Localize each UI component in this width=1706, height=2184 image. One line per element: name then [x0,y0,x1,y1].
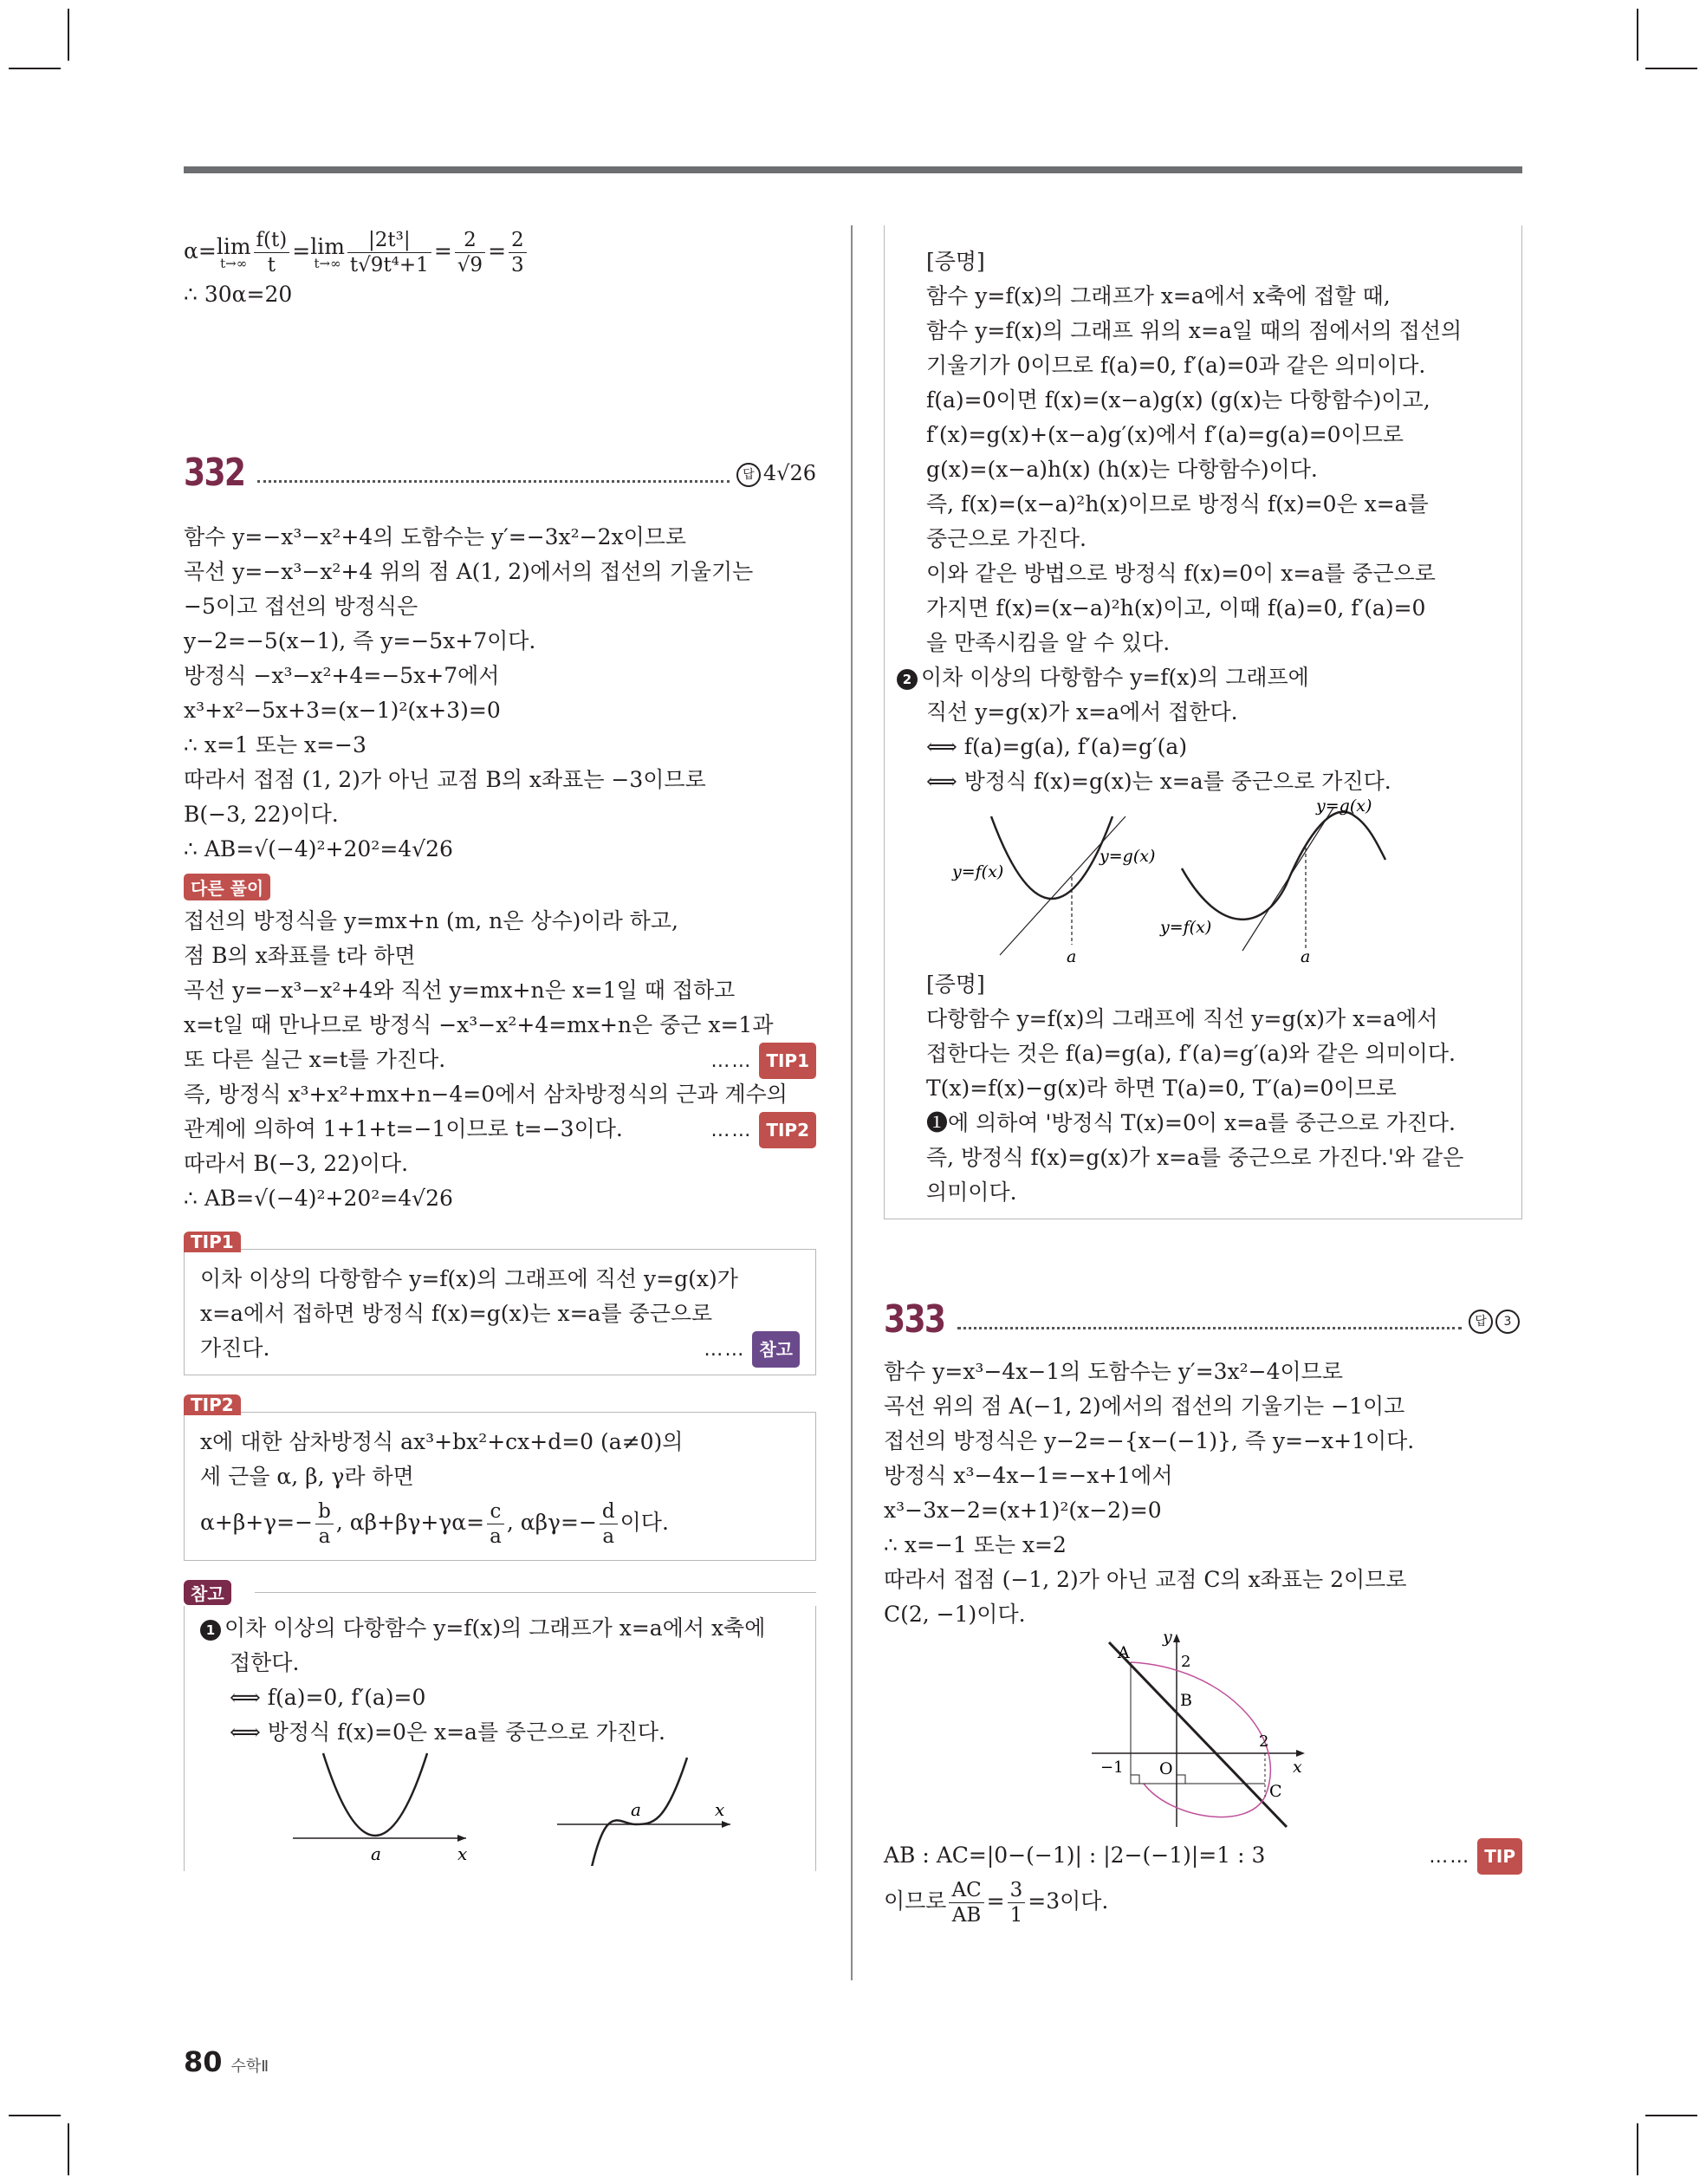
proof-line: 함수 y=f(x)의 그래프 위의 x=a일 때의 점에서의 접선의 [926,318,1463,343]
solution-line: 방정식 x³−4x−1=−x+1에서 [884,1463,1173,1488]
tip-line: x에 대한 삼차방정식 ax³+bx²+cx+d=0 (a≠0)의 [200,1429,684,1454]
note2-line [897,660,1504,695]
solution-line: ∴ x=1 또는 x=−3 [184,732,366,757]
tip-line: 세 근을 α, β, γ라 하면 [200,1464,414,1489]
parabola-curve [323,1753,427,1836]
subject-title: 수학Ⅱ [230,2057,269,2076]
label-a: a [1301,947,1311,964]
frac-den: 3 [511,254,524,276]
note-text: 이차 이상의 다항함수 y=f(x)의 그래프가 x=a에서 x축에 [224,1615,766,1641]
label-neg1: −1 [1100,1758,1124,1777]
problem-333-header [884,1297,1522,1349]
fraction [455,228,485,277]
formula-part: 이다. [619,1510,669,1535]
parabola-curve [991,816,1112,899]
formula-part: , αβγ=− [506,1510,597,1535]
note2-line: ⟺ 방정식 f(x)=g(x)는 x=a를 중근으로 가진다. [926,769,1391,794]
x-axis-arrow [457,1835,466,1842]
header-rule [184,166,1522,173]
frac-num: 3 [1008,1878,1026,1903]
label-x: x [1293,1758,1302,1777]
crop-mark [1645,2115,1697,2116]
frac-den: 1 [1009,1904,1023,1927]
crop-mark [9,2115,61,2116]
label-B: B [1180,1691,1192,1710]
frac-den: a [318,1525,331,1548]
label-yf: y=f(x) [1160,918,1212,937]
solution-line: 방정식 −x³−x²+4=−5x+7에서 [184,663,500,688]
x-axis-arrow [722,1821,730,1828]
note-content [184,1606,816,1871]
final-post: =3이다. [1028,1888,1109,1914]
alt-line: 점 B의 x좌표를 t라 하면 [184,943,416,968]
left-column [184,225,816,1871]
fraction [254,228,290,277]
frac-num: f(t) [254,228,290,253]
tip1-title: TIP1 [184,1232,241,1252]
frac-den: a [602,1525,615,1548]
alt-solution [184,904,816,1216]
bullet-1: 1 [200,1620,221,1641]
solution-line: 곡선 y=−x³−x²+4 위의 점 A(1, 2)에서의 접선의 기울기는 [184,559,754,584]
solution-line: x³+x²−5x+3=(x−1)²(x+3)=0 [184,698,501,723]
fraction [487,1499,504,1549]
problem-332-solution [184,520,816,867]
proof-frame [884,225,1522,1219]
solution-line: 곡선 위의 점 A(−1, 2)에서의 접선의 기울기는 −1이고 [884,1394,1405,1419]
frac-num: 2 [455,228,485,253]
right-angle-mark [1177,1775,1185,1784]
fraction [1008,1878,1026,1927]
answer-value: 4√26 [762,461,816,485]
formula-part: α+β+γ=− [200,1510,314,1535]
solution-line: x³−3x−2=(x+1)²(x−2)=0 [884,1498,1162,1523]
tip1-content [184,1249,816,1375]
frac-den: a [490,1525,502,1548]
alt-line-with-tip [184,1043,816,1077]
proof-title: [증명] [926,972,985,997]
conclusion-line: ∴ 30α=20 [184,282,293,307]
previous-solution [184,225,816,329]
label-a: a [631,1799,641,1820]
label-a: a [1067,947,1077,964]
answer-value: 3 [1495,1310,1520,1334]
tip-line-text: 가진다. [200,1336,270,1361]
limit-op [216,233,251,271]
note2-line: 직선 y=g(x)가 x=a에서 접한다. [926,699,1238,725]
frac-den: √9 [457,254,483,276]
alt-line-with-tip [184,1112,816,1147]
tangent-line [1242,808,1333,951]
proof-line: 기울기가 0이므로 f(a)=0, f′(a)=0과 같은 의미이다. [926,353,1426,378]
label-yf: y=f(x) [952,862,1004,881]
limit-op [310,233,345,271]
solution-line: ∴ AB=√(−4)²+20²=4√26 [184,836,453,861]
proof-title: [증명] [926,249,985,274]
note-text: 이차 이상의 다항함수 y=f(x)의 그래프에 [921,665,1309,690]
tip1-reference [710,1043,816,1079]
tip-line: x=a에서 접하면 방정식 f(x)=g(x)는 x=a를 중근으로 [200,1301,713,1326]
alt-line-text: 또 다른 실근 x=t를 가진다. [184,1047,446,1072]
alt-solution-label: 다른 풀이 [184,874,270,900]
proof-line: 가지면 f(x)=(x−a)²h(x)이고, 이때 f(a)=0, f′(a)=0 [926,595,1426,621]
fraction [315,1499,334,1549]
solution-line: 함수 y=−x³−x²+4의 도함수는 y′=−3x²−2x이므로 [184,524,687,549]
answer [736,461,816,487]
problem-number: 333 [884,1297,945,1342]
proof-line: 함수 y=f(x)의 그래프가 x=a에서 x축에 접할 때, [926,283,1391,309]
problem-333-solution [884,1355,1522,1632]
label-A: A [1118,1643,1130,1662]
crop-mark [68,9,69,61]
alt-line: x=t일 때 만나므로 방정식 −x³−x²+4=mx+n은 중근 x=1과 [184,1012,774,1037]
label-x: x [715,1799,725,1820]
solution-line: 따라서 접점 (1, 2)가 아닌 교점 B의 x좌표는 −3이므로 [184,767,706,792]
proof-line: 의미이다. [926,1180,1017,1205]
solution-line: 함수 y=x³−4x−1의 도함수는 y′=3x²−4이므로 [884,1359,1343,1384]
label-y: y [1163,1632,1172,1647]
solution-line: B(−3, 22)이다. [184,802,339,827]
limit-equation [184,225,816,277]
dots: …… [1429,1846,1471,1868]
fraction [949,1878,983,1927]
proof-line: ❶에 의하여 '방정식 T(x)=0이 x=a를 중근으로 가진다. [926,1110,1456,1135]
problem-number: 332 [184,451,245,495]
proof-line: 다항함수 y=f(x)의 그래프에 직선 y=g(x)가 x=a에서 [926,1006,1438,1031]
equals: = [433,238,452,263]
note-line: ⟺ f(a)=0, f′(a)=0 [230,1685,426,1710]
label-yg: y=g(x) [1316,799,1372,816]
answer-icon: 답 [1469,1310,1493,1334]
frac-num: d [600,1499,618,1524]
proof-line: 즉, 방정식 f(x)=g(x)가 x=a를 중근으로 가진다.'와 같은 [926,1145,1464,1170]
proof-line: 을 만족시킴을 알 수 있다. [926,630,1171,655]
label-2x: 2 [1259,1732,1269,1751]
note-box [184,1580,816,1871]
frac-den: t√9t⁴+1 [349,254,429,276]
solution-line: 접선의 방정식은 y−2=−{x−(−1)}, 즉 y=−x+1이다. [884,1428,1415,1453]
note-tag: 참고 [752,1331,800,1368]
leader-dots [257,480,730,483]
right-angle-mark [1131,1775,1139,1784]
right-column [884,225,1522,1930]
dots: …… [704,1339,746,1361]
proof-line: 중근으로 가진다. [926,526,1087,551]
tip-line: 이차 이상의 다항함수 y=f(x)의 그래프에 직선 y=g(x)가 [200,1266,738,1291]
ratio-line [884,1838,1522,1873]
proof-line: 이와 같은 방법으로 방정식 f(x)=0이 x=a를 중근으로 [926,561,1436,586]
wave-curve [1182,812,1385,920]
problem-332-header [184,451,816,503]
solution-line: 따라서 접점 (−1, 2)가 아닌 교점 C의 x좌표는 2이므로 [884,1567,1407,1592]
label-a: a [371,1843,381,1864]
answer [1469,1308,1522,1334]
ratio-text: AB : AC=|0−(−1)| : |2−(−1)|=1 : 3 [884,1843,1266,1868]
equals: = [488,238,507,263]
formula-part: , αβ+βγ+γα= [335,1510,485,1535]
frac-num: |2t³| [347,228,431,253]
note-title: 참고 [184,1580,231,1605]
dots: …… [710,1120,753,1141]
frac-num: AC [949,1878,983,1903]
crop-mark [1645,68,1697,69]
alt-line-text: 관계에 의하여 1+1+t=−1이므로 t=−3이다. [184,1116,623,1141]
frac-num: 2 [509,228,527,253]
proof-line: 접한다는 것은 f(a)=g(a), f′(a)=g′(a)와 같은 의미이다. [926,1041,1456,1066]
label-yg: y=g(x) [1099,847,1156,866]
alt-line: 따라서 B(−3, 22)이다. [184,1151,409,1176]
tip-line [200,1331,800,1366]
tip2-content [184,1412,816,1561]
cubic-tangent-graph [884,1632,1522,1831]
proof-line: T(x)=f(x)−g(x)라 하면 T(a)=0, T′(a)=0이므로 [926,1076,1397,1101]
note-reference [704,1331,800,1368]
x-axis-arrow [1296,1750,1305,1757]
note-line: ⟺ 방정식 f(x)=0은 x=a를 중근으로 가진다. [230,1719,665,1745]
frac-num: b [315,1499,334,1524]
proof-line: 즉, f(x)=(x−a)²h(x)이므로 방정식 f(x)=0은 x=a를 [926,491,1429,517]
note-line [200,1611,800,1646]
frac-den: AB [951,1904,982,1927]
lim-sub: t→∞ [314,255,341,271]
bullet-2: 2 [897,669,918,690]
column-divider [851,225,853,1980]
alt-line: 곡선 y=−x³−x²+4와 직선 y=mx+n은 x=1일 때 접하고 [184,978,736,1003]
tangent-line-graphs [900,799,1472,964]
page-number: 80 [184,2045,223,2078]
page-footer [184,2045,269,2078]
tangent-graphs [185,1745,791,1866]
tip-tag: TIP [1477,1838,1522,1875]
proof-line: g(x)=(x−a)h(x) (h(x)는 다항함수)이다. [926,457,1318,482]
tip2-box [184,1394,816,1561]
solution-line: y−2=−5(x−1), 즉 y=−5x+7이다. [184,628,536,653]
label-C: C [1269,1782,1282,1801]
solution-line: ∴ x=−1 또는 x=2 [884,1532,1067,1557]
tip2-reference [710,1112,816,1148]
lim-word: lim [310,233,345,259]
fraction [509,228,527,277]
tip2-title: TIP2 [184,1394,241,1415]
y-axis-arrow [1173,1634,1180,1642]
lim-word: lim [216,233,251,259]
note2-line: ⟺ f(a)=g(a), f′(a)=g′(a) [926,734,1188,759]
tip1-tag: TIP1 [759,1043,816,1079]
tip-reference [1429,1838,1522,1875]
equals: = [986,1888,1005,1914]
alt-line: 즉, 방정식 x³+x²+mx+n−4=0에서 삼차방정식의 근과 계수의 [184,1082,788,1107]
lim-sub: t→∞ [220,255,248,271]
crop-mark [1637,2123,1638,2175]
note-top-rule [255,1592,816,1593]
frac-den: t [267,254,276,276]
solution-line: −5이고 접선의 방정식은 [184,594,418,619]
fraction [347,228,431,277]
label-x: x [457,1843,468,1864]
equals: = [292,238,311,263]
tip1-box [184,1232,816,1375]
tangent-line [1000,816,1125,955]
alt-line: ∴ AB=√(−4)²+20²=4√26 [184,1186,453,1211]
label-2y: 2 [1181,1653,1191,1671]
label-O: O [1159,1759,1173,1778]
answer-icon: 답 [736,463,761,487]
fraction [600,1499,618,1549]
final-answer-line [884,1873,1522,1930]
solution-line: C(2, −1)이다. [884,1602,1026,1627]
proof-line: f(a)=0이면 f(x)=(x−a)g(x) (g(x)는 다항함수)이고, [926,387,1430,413]
vieta-formula [200,1494,800,1551]
alt-line: 접선의 방정식을 y=mx+n (m, n은 상수)이라 하고, [184,908,678,933]
proof-line: f′(x)=g(x)+(x−a)g′(x)에서 f′(a)=g(a)=0이므로 [926,422,1404,447]
tip2-tag: TIP2 [759,1112,816,1148]
crop-mark [68,2123,69,2175]
crop-mark [1637,9,1638,61]
leader-dots [957,1327,1462,1329]
final-pre: 이므로 [884,1888,947,1914]
crop-mark [9,68,61,69]
note-line: 접한다. [230,1650,300,1675]
dots: …… [710,1050,753,1072]
eq-lhs: α= [184,238,217,263]
frac-num: c [487,1499,504,1524]
